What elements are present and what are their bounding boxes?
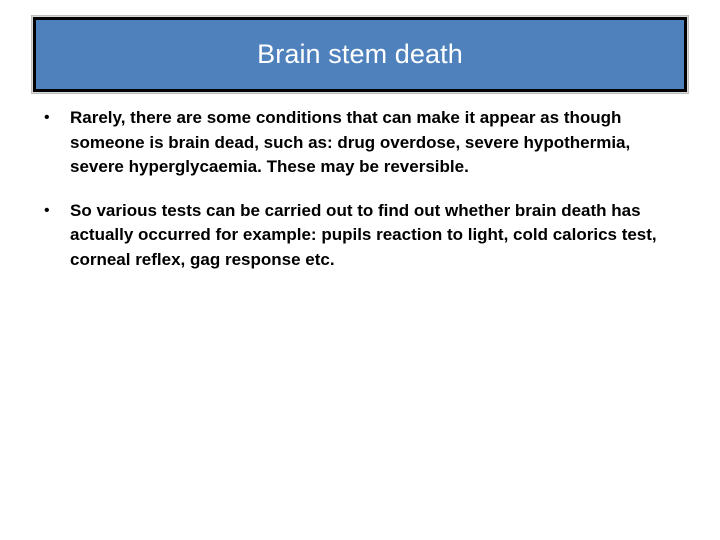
- bullet-item-2: [42, 199, 682, 273]
- bullet-icon: •: [44, 109, 50, 126]
- bullet-item-1: [42, 106, 682, 180]
- bullet-icon: •: [44, 201, 50, 219]
- bullet-text-1: Rarely, there are some conditions that can make it appear as though someone is brain dead, such as: drug overdose, severe hypothermia, severe hyperglycaemia. These may be reversible.: [70, 108, 631, 176]
- bullet-list: [42, 106, 682, 291]
- slide-title: Brain stem death: [257, 39, 463, 69]
- title-banner: [33, 17, 687, 92]
- bullet-text-2: So various tests can be carried out to find out whether brain death has actually occurred for example: pupils reaction to light, cold calorics test, corneal reflex, gag response etc.: [70, 200, 657, 269]
